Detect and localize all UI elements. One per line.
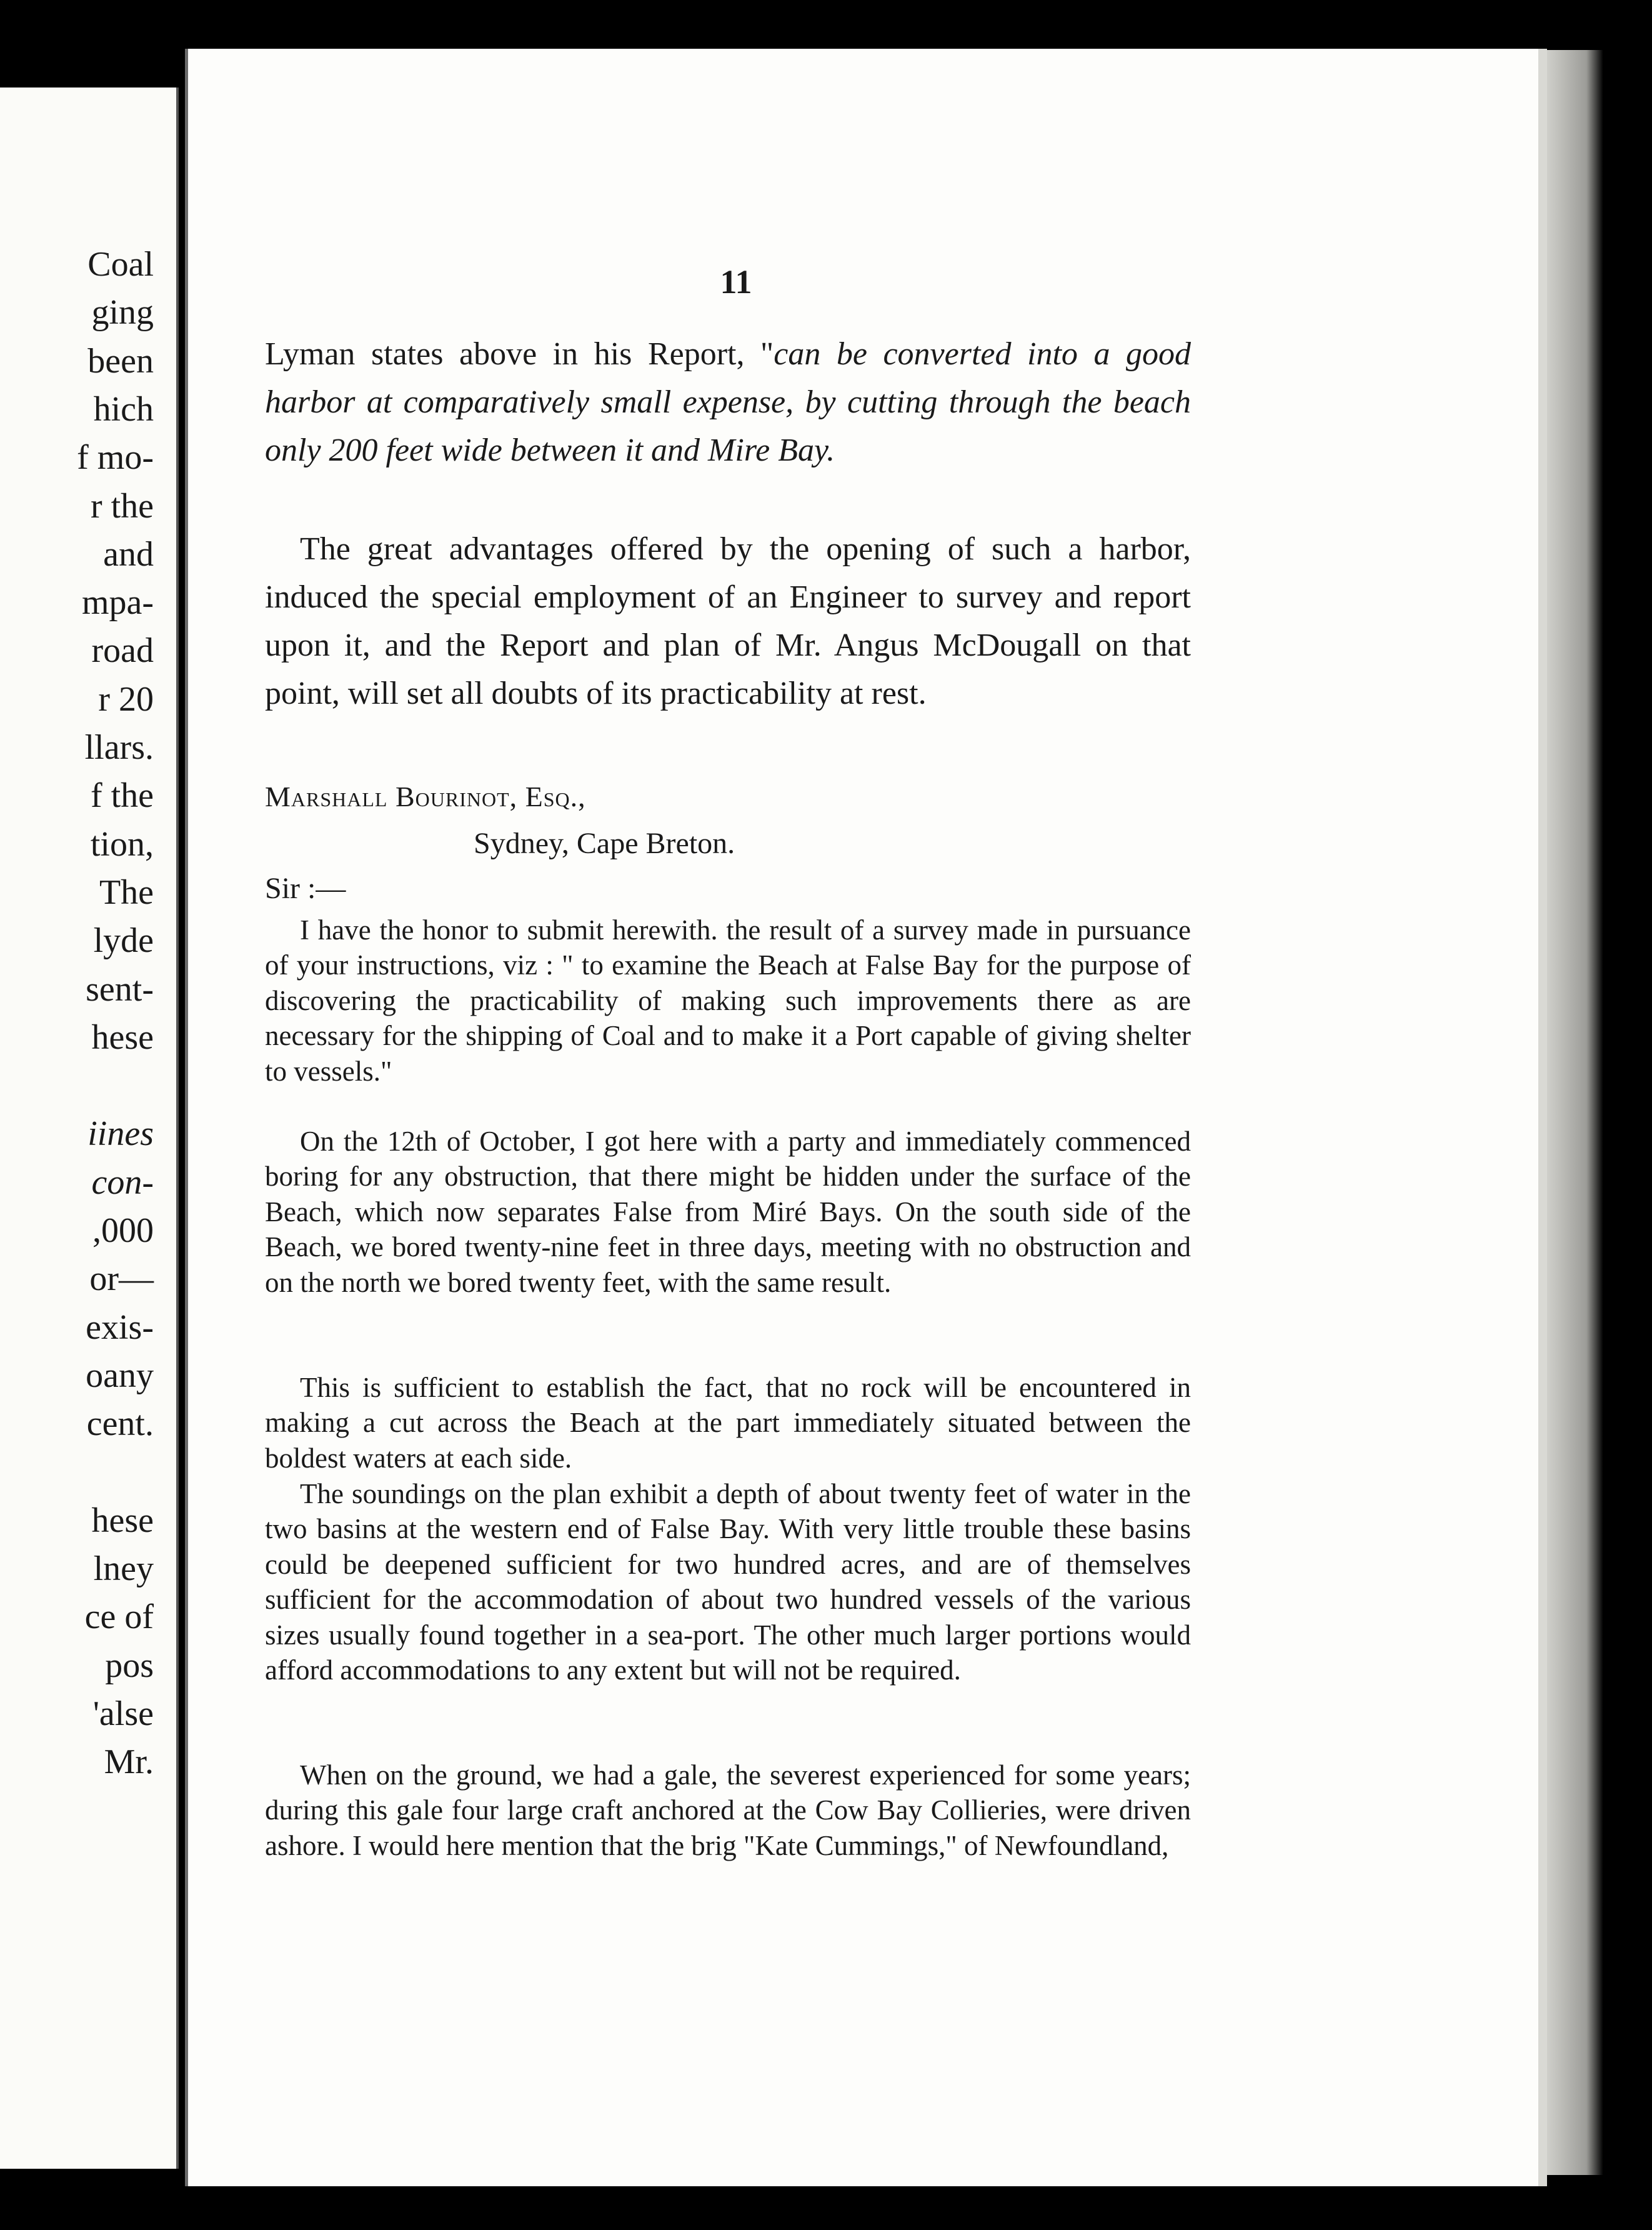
address-line: Sydney, Cape Breton. — [474, 827, 735, 860]
left-page-line: tion, — [90, 824, 154, 864]
left-page-fragment — [0, 88, 179, 2169]
advantages-paragraph: The great advantages offered by the opening of such a harbor, induced the special employment of an Engineer to survey and report upon it, and the Report and plan of Mr. Angus McDougall on that point, will set all doubts of its practicability at rest. — [265, 531, 1191, 711]
letter-paragraph-1: I have the honor to submit herewith. the result of a survey made in pursuance of your instructions, viz : " to examine the Beach at False Bay for the purpose of discovering the practicability of making such improvements there as are necessary for the shipping of Coal and to make it a Port capable of giving shelter to vessels." — [265, 914, 1191, 1087]
left-page-line: lyde — [93, 921, 154, 961]
left-page-line: been — [87, 341, 154, 381]
left-page-line: and — [103, 534, 154, 574]
left-page-line: r 20 — [98, 679, 154, 719]
page-edge — [1547, 50, 1603, 2175]
left-page-line: pos — [105, 1646, 154, 1685]
left-page-line: The — [99, 872, 154, 912]
salutation: Sir :— — [265, 872, 346, 905]
left-page-line: or— — [89, 1259, 154, 1299]
left-page-line: lney — [93, 1549, 154, 1589]
left-page-line: hese — [91, 1018, 154, 1057]
left-page-line: 'alse — [92, 1694, 154, 1733]
left-page-line: llars. — [84, 728, 154, 767]
letter-paragraph-3: This is sufficient to establish the fact, that no rock will be encountered in making a cut across the Beach at the part immediately situated between the boldest waters at each side. — [265, 1372, 1191, 1474]
left-page-line: oany — [86, 1356, 154, 1395]
letter-paragraph-2: On the 12th of October, I got here with a party and immediately commenced boring for any obstruction, that there might be hidden under the surface of the Beach, which now separates False from Miré Bays. On the south side of the Beach, we bored twenty-nine feet in three days, meeting with no obstruction and on the north we bored twenty feet, with the same result. — [265, 1126, 1191, 1298]
left-page-line: con- — [91, 1162, 154, 1202]
page-number: 11 — [720, 263, 752, 301]
left-page-line: r the — [90, 486, 154, 526]
left-page-line: hese — [91, 1501, 154, 1540]
addressee: Marshall Bourinot, Esq., — [265, 781, 586, 812]
left-page-line: ce of — [84, 1598, 154, 1637]
left-page-line: f the — [90, 776, 154, 816]
left-page-line: ,000 — [92, 1211, 154, 1250]
left-page-line: hich — [93, 389, 154, 429]
left-page-line: Coal — [87, 245, 154, 284]
left-page-line: exis- — [86, 1308, 154, 1347]
left-page-line: mpa- — [81, 583, 154, 622]
left-page-line: Mr. — [104, 1742, 154, 1782]
left-page-line: sent- — [86, 969, 154, 1009]
intro-quote-italic: can be converted into a good harbor at comparatively small expense, by cutting through the beach only 200 feet wide between it and Mire Bay. — [265, 336, 1191, 468]
left-page-line: ging — [91, 293, 154, 332]
intro-text: Lyman states above in his Report, " — [265, 336, 774, 372]
left-page-line: cent. — [86, 1404, 154, 1444]
letter-paragraph-5: When on the ground, we had a gale, the severest experienced for some years; during this gale four large craft anchored at the Cow Bay Collieries, were driven ashore. I would here mention that the brig "Kate Cummings," of Newfoundland, — [265, 1759, 1191, 1861]
left-page-line: iines — [87, 1114, 154, 1154]
left-page-line: road — [91, 631, 154, 671]
letter-paragraph-4: The soundings on the plan exhibit a depth of about twenty feet of water in the two basins at the western end of False Bay. With very little trouble these basins could be deepened sufficient for two hundred acres, and are of themselves sufficient for the accommodation of about two hundred vessels of the various sizes usually found together in a sea-port. The other much larger portions would afford accommodations to any extent but will not be required. — [265, 1478, 1191, 1686]
left-page-line: f mo- — [77, 438, 154, 478]
intro-paragraph — [265, 330, 1191, 474]
